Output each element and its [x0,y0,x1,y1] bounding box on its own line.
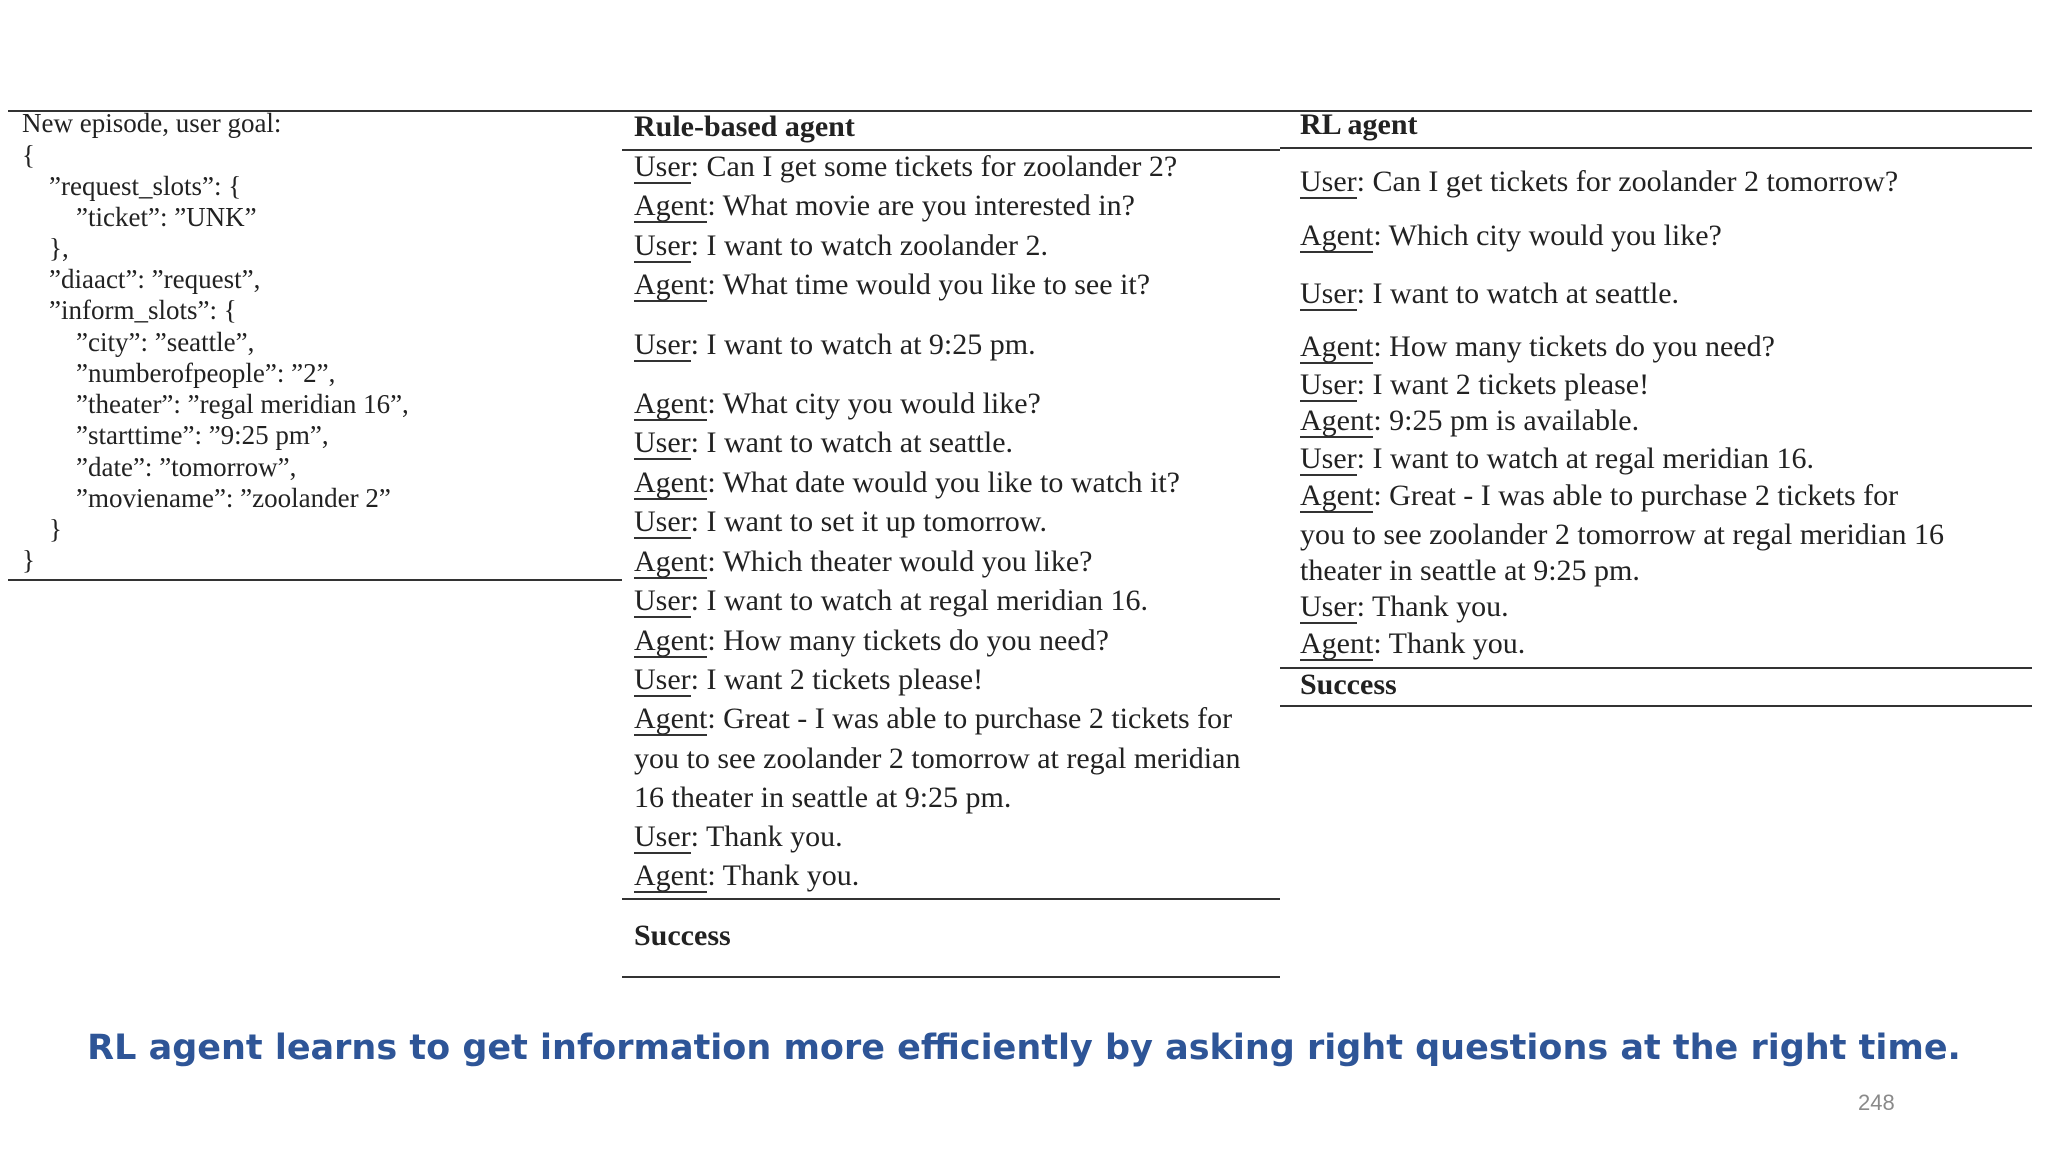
speaker-label: User [1300,442,1357,475]
speaker-label: User [1300,590,1357,623]
utterance-text: : I want to watch at 9:25 pm. [690,328,1036,361]
goal-line: ”city”: ”seattle”, [22,327,255,357]
utterance-text: : I want to set it up tomorrow. [690,505,1047,538]
rule-based-result: Success [634,919,731,952]
utterance-text: : I want to watch at regal meridian 16. [690,584,1148,617]
goal-line: ”theater”: ”regal meridian 16”, [22,389,409,419]
utterance-text: : Thank you. [1373,627,1526,660]
utterance-text: : Which theater would you like? [707,545,1093,578]
dialogue-turn [1300,479,1898,513]
speaker-label: Agent [1300,479,1374,512]
speaker-label: User [634,426,691,459]
utterance-text: : How many tickets do you need? [1373,330,1775,363]
goal-line: ”moviename”: ”zoolander 2” [22,483,391,513]
utterance-text: : 9:25 pm is available. [1373,404,1640,437]
dialogue-turn [1300,277,1679,311]
dialogue-turn [634,466,1180,500]
rl-header-rule [1280,147,2032,149]
speaker-label: Agent [634,189,708,222]
dialogue-turn [1300,165,1898,199]
dialogue-turn [634,545,1093,579]
dialogue-turn [634,820,843,854]
goal-line: ”ticket”: ”UNK” [22,202,257,232]
utterance-continuation: you to see zoolander 2 tomorrow at regal meridian [634,742,1241,775]
speaker-label: Agent [634,702,708,735]
dialogue-turn [634,328,1036,362]
utterance-text: : Can I get tickets for zoolander 2 tomorrow? [1356,165,1899,198]
utterance-text: : I want to watch at seattle. [1356,277,1680,310]
goal-bottom-rule [8,579,622,581]
goal-line: }, [22,233,69,263]
speaker-label: User [634,820,691,853]
utterance-text: : What city you would like? [707,387,1041,420]
speaker-label: User [1300,277,1357,310]
speaker-label: Agent [634,466,708,499]
dialogue-turn [634,150,1177,184]
dialogue-turn [634,584,1148,618]
utterance-text: : I want to watch at regal meridian 16. [1356,442,1814,475]
speaker-label: User [634,328,691,361]
speaker-label: User [634,663,691,696]
utterance-text: : Thank you. [690,820,843,853]
speaker-label: Agent [1300,627,1374,660]
dialogue-turn [634,268,1150,302]
speaker-label: Agent [634,387,708,420]
utterance-text: : I want 2 tickets please! [1356,368,1650,401]
utterance-text: : What date would you like to watch it? [707,466,1180,499]
top-rule [8,110,2032,112]
dialogue-turn [634,859,859,893]
dialogue-turn [1300,627,1525,661]
rule-based-bottom-rule [622,976,1280,978]
dialogue-turn [634,702,1232,736]
utterance-text: : Thank you. [1356,590,1509,623]
rl-agent-result: Success [1300,668,1397,701]
utterance-text: : How many tickets do you need? [707,624,1109,657]
speaker-label: User [634,505,691,538]
utterance-text: : Great - I was able to purchase 2 tickets for [707,702,1233,735]
dialogue-turn [634,505,1047,539]
goal-line: New episode, user goal: [22,108,282,138]
utterance-text: : I want 2 tickets please! [690,663,984,696]
utterance-text: : I want to watch at seattle. [690,426,1014,459]
dialogue-turn [634,663,983,697]
speaker-label: Agent [1300,219,1374,252]
page-number: 248 [1858,1090,1895,1115]
goal-line: ”date”: ”tomorrow”, [22,452,297,482]
goal-line: ”inform_slots”: { [22,295,237,325]
rl-agent-title: RL agent [1300,108,1418,141]
speaker-label: Agent [1300,404,1374,437]
dialogue-turn [1300,368,1649,402]
speaker-label: User [1300,368,1357,401]
goal-line: ”numberofpeople”: ”2”, [22,358,336,388]
speaker-label: Agent [634,624,708,657]
goal-line: } [22,545,35,575]
dialogue-turn [1300,442,1814,476]
dialogue-turn [634,229,1048,263]
goal-line: ”request_slots”: { [22,171,242,201]
speaker-label: User [634,150,691,183]
utterance-continuation: theater in seattle at 9:25 pm. [1300,554,1640,587]
dialogue-turn [1300,219,1722,253]
dialogue-turn [634,624,1109,658]
speaker-label: Agent [1300,330,1374,363]
dialogue-turn [634,426,1013,460]
dialogue-turn [1300,404,1639,438]
dialogue-turn [1300,330,1775,364]
utterance-continuation: 16 theater in seattle at 9:25 pm. [634,781,1012,814]
speaker-label: Agent [634,545,708,578]
goal-line: ”starttime”: ”9:25 pm”, [22,420,329,450]
speaker-label: Agent [634,268,708,301]
dialogue-turn [634,189,1135,223]
speaker-label: User [634,229,691,262]
utterance-text: : What movie are you interested in? [707,189,1135,222]
utterance-text: : Great - I was able to purchase 2 tickets for [1373,479,1899,512]
rl-bottom-rule [1280,705,2032,707]
goal-line: ”diaact”: ”request”, [22,264,261,294]
utterance-text: : Which city would you like? [1373,219,1722,252]
slide-caption: RL agent learns to get information more efficiently by asking right questions at the right time. [87,1028,1961,1068]
dialogue-turn [1300,590,1509,624]
rule-based-title: Rule-based agent [634,110,855,143]
dialogue-turn [634,387,1041,421]
utterance-text: : Thank you. [707,859,860,892]
speaker-label: Agent [634,859,708,892]
utterance-text: : What time would you like to see it? [707,268,1151,301]
goal-line: { [22,140,35,170]
utterance-text: : Can I get some tickets for zoolander 2? [690,150,1178,183]
utterance-text: : I want to watch zoolander 2. [690,229,1049,262]
speaker-label: User [1300,165,1357,198]
utterance-continuation: you to see zoolander 2 tomorrow at regal meridian 16 [1300,518,1944,551]
speaker-label: User [634,584,691,617]
goal-line: } [22,514,62,544]
rule-based-end-rule [622,898,1280,900]
